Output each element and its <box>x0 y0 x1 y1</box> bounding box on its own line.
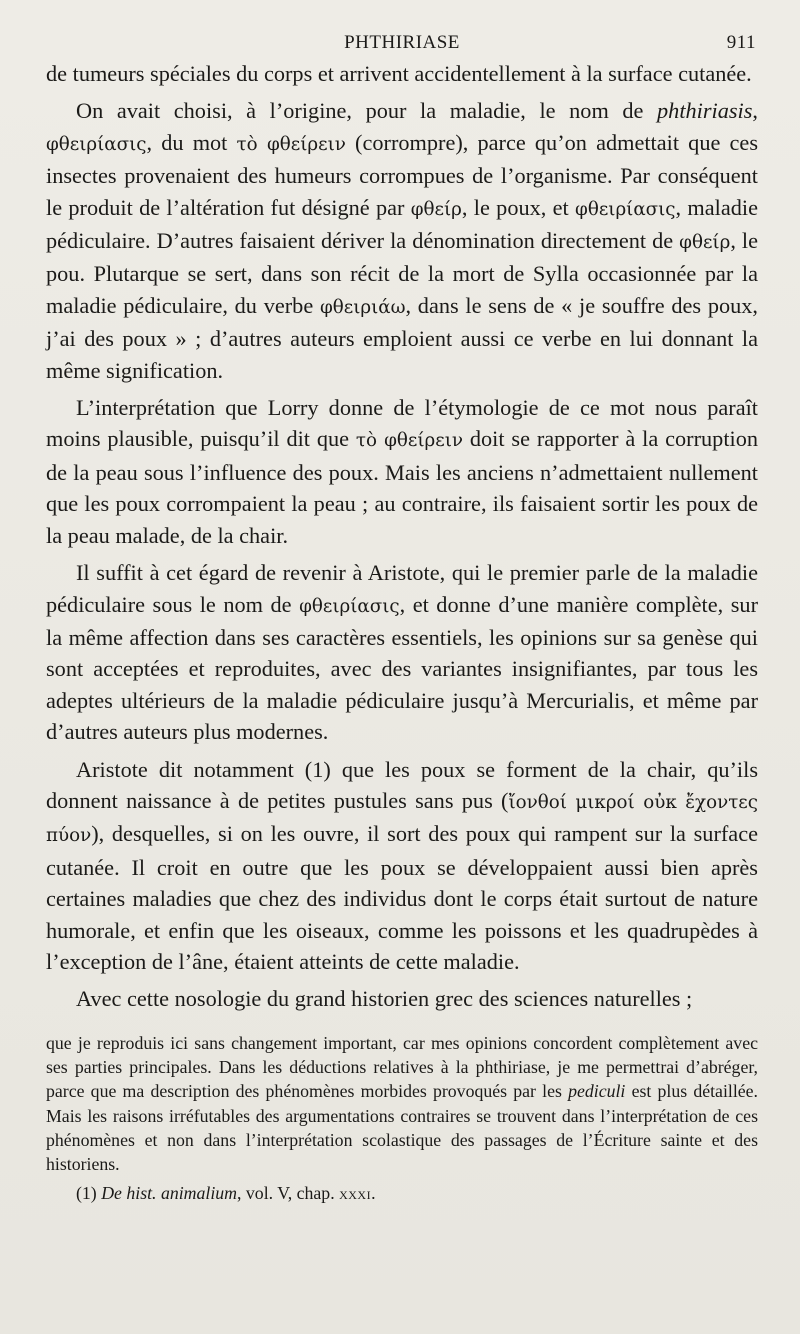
continued-note <box>46 1031 758 1177</box>
text-run: de tumeurs spéciales du corps et arrivent accidentellement à la surface cutanée. <box>46 61 752 86</box>
text-run: ), desquelles, si on les ouvre, il sort des poux qui rampent sur la surface cutanée. Il croit en outre que les poux se développaient aussi bien après certaines maladies que chez des individus dont le corps était surtout de nature humorale, et enfin que les oiseaux, comme les poissons et les quadrupèdes à l’exception de l’âne, étaient atteints de cette maladie. <box>46 821 758 974</box>
greek-term: φθειρίασις <box>46 133 147 155</box>
paragraph <box>46 754 758 978</box>
paragraph <box>46 557 758 747</box>
italic-term: pediculi <box>568 1081 626 1102</box>
paragraph <box>46 95 758 386</box>
text-run: , du mot <box>146 129 237 155</box>
text-run: que je reproduis ici sans changement important, car mes opinions concordent complètement avec ses parties principales. Dans les déductions relatives à la phthiriase, je me permettrai d’abréger, parce que ma description des phénomènes morbides provoqués par les <box>46 1032 758 1102</box>
text-run: Il suffit à cet égard de revenir à Aristote, qui le premier parle de la maladie pédiculaire sous le nom de <box>46 560 758 617</box>
text-run: , maladie pédiculaire. D’autres faisaient dériver la dénomination directement de <box>46 194 758 254</box>
text-run: On avait choisi, à l’origine, pour la maladie, le nom de <box>76 98 658 124</box>
greek-term: φθειριάω <box>319 296 406 318</box>
footnote-marker: (1) <box>76 1182 97 1203</box>
text-run: , le poux, et <box>461 194 576 220</box>
running-header <box>46 28 758 58</box>
footnote-chapter: xxxi <box>339 1182 372 1203</box>
main-text <box>46 58 758 1015</box>
text-run: , le pou. Plutarque se sert, dans son récit de la mort de Sylla occasionnée par la maladie pédiculaire, du verbe <box>46 228 758 318</box>
paragraph <box>46 58 758 89</box>
text-run: (corrompre), parce qu’on admettait que ces insectes provenaient des humeurs corrompues de l’organisme. Par conséquent le produit de l’altération fut désigné par <box>46 129 758 220</box>
greek-term: φθειρίασις <box>299 595 400 617</box>
text-run: , <box>752 98 758 124</box>
footnote-end: . <box>371 1182 376 1203</box>
greek-term: τὸ φθείρειν <box>236 133 346 155</box>
greek-term: ἴονθοί μικροί οὐκ ἔχοντες πύον <box>46 791 759 847</box>
page-number: 911 <box>726 32 756 53</box>
greek-term: φθείρ <box>410 198 462 220</box>
text-run: est plus détaillée. Mais les raisons irréfutables des argumentations contraires se trouvent dans l’interprétation de ces phénomènes et non dans l’interprétation scolastique des passages de l’Écriture sainte et des historiens. <box>46 1081 759 1175</box>
text-run: Aristote dit notamment (1) que les poux se forment de la chair, qu’ils donnent naissance à de petites pustules sans pus ( <box>46 756 758 813</box>
text-run: , et donne d’une manière complète, sur la même affection dans ses caractères essentiels, les opinions sur sa genèse qui sont acceptées et reproduites, avec des variantes insignifiantes, par tous les adeptes ultérieurs de la maladie pédiculaire jusqu’à Mercurialis, et même par d’autres auteurs plus modernes. <box>46 591 758 745</box>
footnote-rest: , vol. V, chap. <box>237 1182 340 1203</box>
text-run: L’interprétation que Lorry donne de l’étymologie de ce mot nous paraît moins plausible, puisqu’il dit que <box>46 395 758 452</box>
greek-term: φθείρ <box>679 232 731 254</box>
paragraph <box>46 983 758 1014</box>
paragraph <box>46 392 758 551</box>
greek-term: τὸ φθείρειν <box>355 430 463 452</box>
italic-term: phthiriasis <box>657 98 753 124</box>
greek-term: φθειρίασις <box>575 198 676 220</box>
text-run: , dans le sens de « je souffre des poux, j’ai des poux » ; d’autres auteurs emploient aussi ce verbe en lui donnant la même signification. <box>46 292 758 383</box>
text-run: doit se rapporter à la corruption de la peau sous l’influence des poux. Mais les anciens n’admettaient nullement que les poux corrompaient la peau ; au contraire, ils faisaient sortir les poux de la peau malade, de la chair. <box>46 426 759 548</box>
text-run: Avec cette nosologie du grand historien grec des sciences naturelles ; <box>76 986 693 1012</box>
running-title: PHTHIRIASE <box>344 32 460 53</box>
footnote <box>46 1181 758 1205</box>
footnote-title: De hist. animalium <box>101 1182 238 1203</box>
